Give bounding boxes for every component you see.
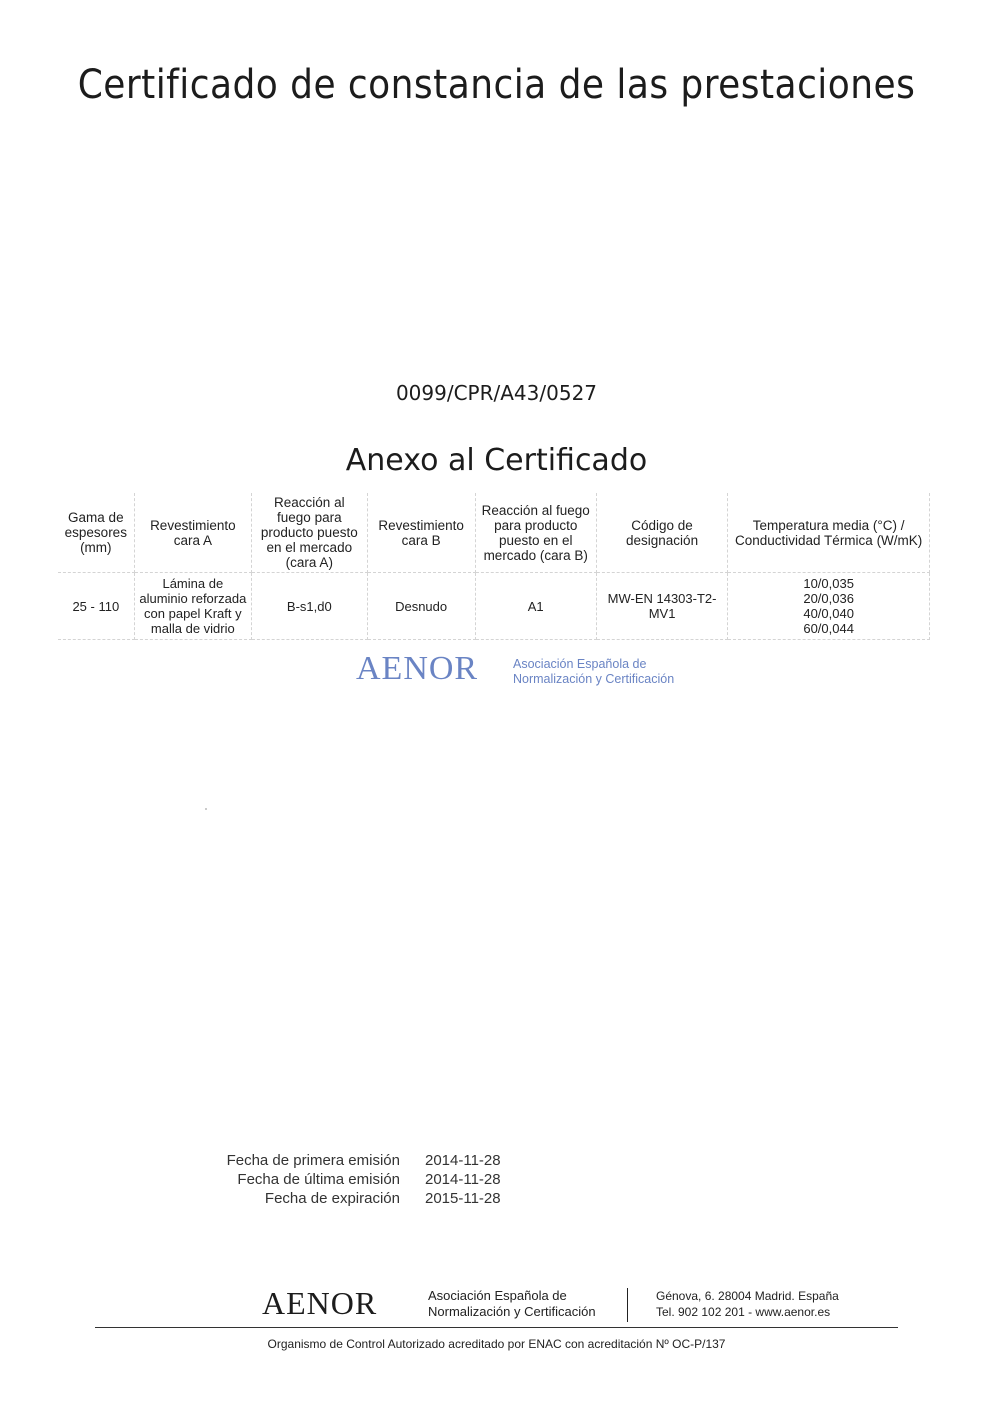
footer-org-line-2: Normalización y Certificación [428, 1304, 596, 1319]
footer-address [656, 1288, 839, 1320]
temperature-value: 60/0,044 [803, 621, 854, 636]
annex-title: Anexo al Certificado [345, 443, 648, 478]
date-row-expiry [200, 1190, 560, 1209]
footer-address-line-1: Génova, 6. 28004 Madrid. España [656, 1289, 839, 1303]
certificate-number: 0099/CPR/A43/0527 [395, 381, 598, 405]
header-coating-b: Revestimiento cara B [367, 493, 475, 573]
last-issue-label: Fecha de última emisión [237, 1171, 400, 1188]
temperature-value: 20/0,036 [803, 591, 854, 606]
footer-separator [627, 1288, 628, 1322]
cell-thickness: 25 - 110 [58, 573, 134, 640]
page-title: Certificado de constancia de las prestaciones [77, 62, 916, 108]
expiry-value: 2015-11-28 [425, 1190, 501, 1207]
footer-organization [428, 1288, 596, 1320]
cell-temperatures [728, 573, 930, 640]
cell-fire-a: B-s1,d0 [252, 573, 368, 640]
header-designation: Código de designación [596, 493, 728, 573]
stamp-logo: AENOR [356, 650, 479, 687]
temperature-value: 40/0,040 [803, 606, 854, 621]
expiry-label: Fecha de expiración [264, 1190, 400, 1207]
footer-address-line-2: Tel. 902 102 201 - www.aenor.es [656, 1305, 831, 1319]
date-row-last-issue [200, 1171, 560, 1190]
stamp-line-2: Normalización y Certificación [513, 672, 675, 686]
cell-fire-b: A1 [475, 573, 596, 640]
stamp-text [513, 657, 674, 687]
stamp-line-1: Asociación Española de [513, 657, 647, 671]
date-row-first-issue [200, 1152, 560, 1171]
cell-coating-b: Desnudo [367, 573, 475, 640]
table-row [58, 573, 930, 640]
cell-coating-a: Lámina de aluminio reforzada con papel Kraft y malla de vidrio [134, 573, 251, 640]
header-fire-a: Reacción al fuego para producto puesto en el mercado (cara A) [252, 493, 368, 573]
last-issue-value: 2014-11-28 [425, 1171, 501, 1188]
specification-table [58, 493, 930, 640]
header-thickness: Gama de espesores (mm) [58, 493, 134, 573]
footer-divider [95, 1327, 898, 1328]
header-fire-b: Reacción al fuego para producto puesto en el mercado (cara B) [475, 493, 596, 573]
aenor-stamp [356, 650, 696, 692]
footer-org-line-1: Asociación Española de [428, 1288, 567, 1303]
table-header-row [58, 493, 930, 573]
cell-designation: MW-EN 14303-T2-MV1 [596, 573, 728, 640]
temperature-value: 10/0,035 [803, 576, 854, 591]
footer-logo: AENOR [262, 1285, 378, 1321]
first-issue-value: 2014-11-28 [425, 1152, 501, 1169]
footer-accreditation-note: Organismo de Control Autorizado acreditado por ENAC con acreditación Nº OC-P/137 [267, 1337, 726, 1351]
scan-speck [205, 808, 207, 810]
first-issue-label: Fecha de primera emisión [226, 1152, 400, 1169]
header-coating-a: Revestimiento cara A [134, 493, 251, 573]
header-temperature: Temperatura media (°C) / Conductividad Térmica (W/mK) [728, 493, 930, 573]
issue-dates [200, 1152, 560, 1209]
